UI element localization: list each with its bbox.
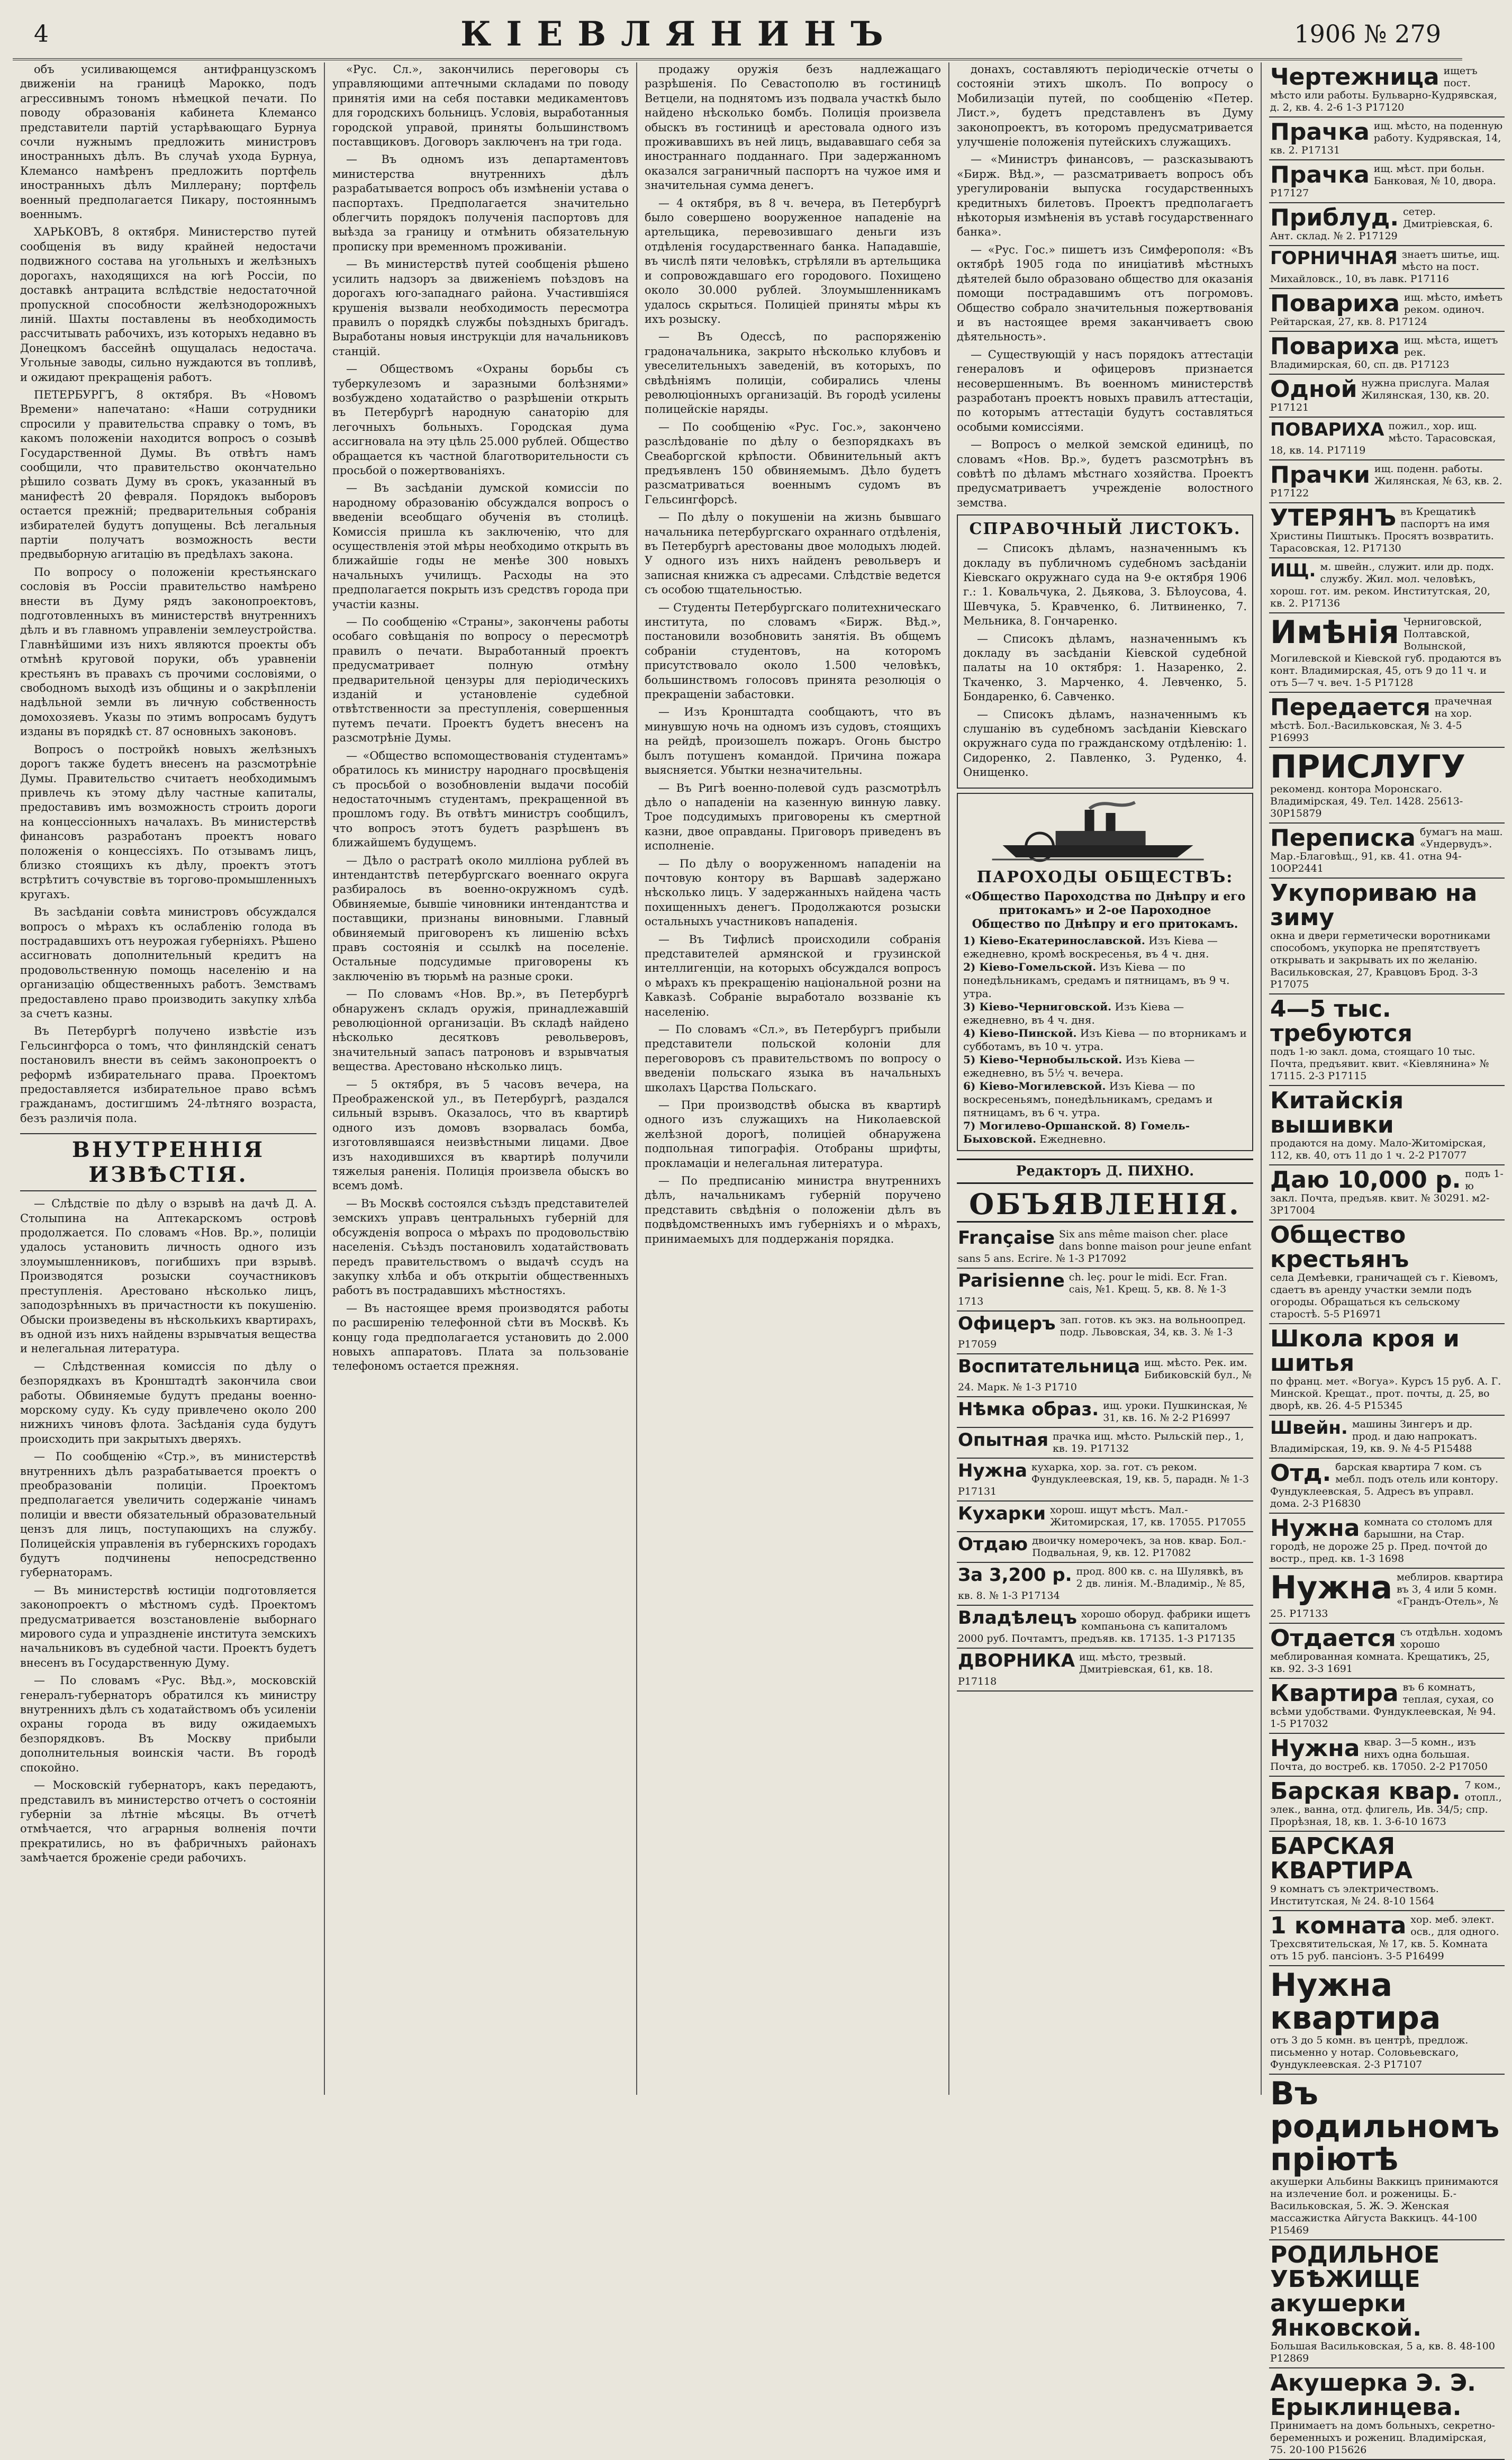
ad-headword: Владѣлецъ <box>958 1607 1077 1629</box>
classified-ad <box>957 1269 1253 1312</box>
classified-ad <box>1269 62 1505 117</box>
masthead <box>13 10 1462 60</box>
classified-ad <box>1269 1679 1505 1734</box>
article-paragraph: — 4 октября, въ 8 ч. вечера, въ Петербургѣ было совершено вооруженное нападеніе на артельщика, перевозившаго деньги изъ отдѣленія государственнаго банка. Нападавшіе, въ числѣ пяти человѣкъ, стрѣляли въ артельщика и сопровождавшаго его городового. Похищено около 30.000 рублей. Злоумышленникамъ удалось скрыться. Полиціей приняты мѣры къ ихъ розыску. <box>645 196 941 325</box>
route-entry <box>963 1053 1247 1080</box>
ad-text: по франц. мет. «Вогуа». Курсъ 15 руб. А. Г. Минской. Крещат., прот. почты, д. 25, во дворѣ, кв. 26. 4-5 P15345 <box>1270 1376 1501 1412</box>
route-name: 7) Могилево-Оршанской. 8) Гомель-Быховской. <box>963 1119 1190 1145</box>
ad-text: комната со столомъ для барышни, на Стар. городѣ, не дороже 25 р. Пред. почтой до востр., пред. кв. 1-3 1698 <box>1270 1516 1493 1564</box>
ad-text: м. швейн., служит. или др. подх. службу. Жил. мол. человѣкъ, хорош. гот. им. реком. Институтская, 20, кв. 2. P17136 <box>1270 561 1494 609</box>
article-paragraph: — Слѣдственная комиссія по дѣлу о безпорядкахъ въ Кронштадтѣ закончила свои работы. Обвиняемые будутъ преданы военно-морскому суду. Къ суду привлечено около 200 нижнихъ чиновъ флота. Засѣданія суда будутъ происходить при закрытыхъ дверяхъ. <box>20 1360 316 1445</box>
classified-ad <box>1269 289 1505 332</box>
article-paragraph: Въ засѣданіи совѣта министровъ обсуждался вопросъ о мѣрахъ къ ослабленію голода въ пострадавшихъ отъ неурожая губерніяхъ. Рѣшено ассигновать дополнительный кредитъ на продовольственную помощь населенію и на организацію общественныхъ работъ. Земствамъ предоставлено право производить закупку хлѣба за счетъ казны. <box>20 906 316 1020</box>
classified-ad <box>1269 994 1505 1086</box>
ad-headword: Акушерка Э. Э. Ерыклинцева. <box>1270 2369 1476 2421</box>
classified-ad <box>1269 824 1505 879</box>
classified-ad <box>1269 1165 1505 1220</box>
route-entry <box>963 1000 1247 1027</box>
ad-text: зап. готов. къ экз. на вольноопред. подр. Львовская, 34, кв. 3. № 1-3 P17059 <box>958 1314 1246 1350</box>
article-paragraph: — Въ Одессѣ, по распоряженію градоначальника, закрыто нѣсколько клубовъ и увеселительныхъ заведеній, въ которыхъ, по свѣдѣніямъ полиціи, собирались члены революціонныхъ организацій. Въ городѣ усилены полицейскіе наряды. <box>645 330 941 416</box>
issue-number: 1906 № 279 <box>1294 20 1441 48</box>
page-number: 4 <box>34 20 49 48</box>
ad-text: села Демѣевки, граничащей съ г. Кіевомъ, сдаетъ въ аренду участки земли подъ огороды. Обращаться къ сельскому старостѣ. 5-5 P16971 <box>1270 1272 1498 1320</box>
ad-headword: Отд. <box>1270 1460 1332 1487</box>
classified-ad <box>1269 332 1505 375</box>
ad-text: ищ. поденн. работы. Жилянская, № 63, кв. 2. P17122 <box>1270 463 1502 499</box>
column-3 <box>637 62 949 2095</box>
ad-headword: Нужна <box>1270 1515 1360 1542</box>
ad-text: 7 ком., отопл., элек., ванна, отд. флигель, Ив. 34/5; спр. Прорѣзная, 18, кв. 1. 3-6-10 1673 <box>1270 1779 1502 1828</box>
ad-headword: Нѣмка образ. <box>958 1398 1099 1420</box>
ad-headword: Parisienne <box>958 1270 1065 1291</box>
ad-text: прод. 800 кв. с. на Шулявкѣ, въ 2 дв. линія. М.-Владимір., № 85, кв. 8. № 1-3 P17134 <box>958 1565 1245 1602</box>
ad-headword: Барская квар. <box>1270 1778 1461 1805</box>
route-name: 6) Кіево-Могилевской. <box>963 1079 1106 1092</box>
article-paragraph: — По сообщенію «Страны», закончены работы особаго совѣщанія по вопросу о пересмотрѣ правилъ о печати. Выработанный проектъ предусматривает полную отмѣну предварительной цензуры для періодическихъ изданій и установленіе судебной отвѣтственности за преступленія, совершенныя путемъ печати. Проектъ будетъ внесенъ на разсмотрѣніе Думы. <box>332 616 629 745</box>
classified-ad <box>957 1312 1253 1354</box>
ad-headword: Прачки <box>1270 462 1370 489</box>
classified-ad <box>1269 2240 1505 2368</box>
article-paragraph: — Въ Москвѣ состоялся съѣздъ представителей земскихъ управъ центральныхъ губерній для обсужденія вопроса о мѣрахъ по продовольствію населенія. Съѣздъ постановилъ ходатайствовать передъ правительствомъ о выдачѣ ссудъ на закупку хлѣба и объ открытіи общественныхъ работъ въ пострадавшихъ мѣстностяхъ. <box>332 1197 629 1297</box>
ad-headword: Отдаю <box>958 1533 1028 1555</box>
classified-ad <box>957 1563 1253 1606</box>
ad-text: ищ. мѣста, ищетъ рек. Владимирская, 60, сп. дв. P17123 <box>1270 334 1498 370</box>
article-paragraph: объ усиливающемся антифранцузскомъ движеніи на границѣ Марокко, подъ агрессивнымъ тономъ нѣмецкой печати. По поводу образованія кабинета Клемансо представители партій устарѣвающаго Бурнуа сочли нужнымъ предложить министровъ иностранныхъ дѣлъ. Въ случаѣ ухода Бурнуа, Клемансо намѣренъ предложить портфель иностранныхъ дѣлъ Миллерану; портфель военный предполагается Пикару, постояннымъ военнымъ. <box>20 63 316 221</box>
article-paragraph: — По словамъ «Нов. Вр.», въ Петербургѣ обнаруженъ складъ оружія, принадлежавшій революціонной организаціи. Въ складѣ найдено нѣсколько десятковъ револьверовъ, значительный запасъ патроновъ и взрывчатыя вещества. Арестовано нѣсколько лицъ. <box>332 988 629 1073</box>
column-2 <box>325 62 637 2095</box>
ad-headword: Швейн. <box>1270 1417 1348 1439</box>
article-paragraph: — Въ одномъ изъ департаментовъ министерства внутреннихъ дѣлъ разрабатывается вопросъ объ измѣненіи устава о паспортахъ. Предполагается значительно облегчить порядокъ полученія паспортовъ для выѣзда за границу и отмѣнить обязательную прописку при временномъ проживаніи. <box>332 153 629 253</box>
classified-ad <box>957 1397 1253 1428</box>
classified-ad <box>1269 418 1505 460</box>
ad-headword: Française <box>958 1227 1055 1249</box>
steamship-icon <box>963 800 1233 864</box>
classified-ad <box>1269 1220 1505 1324</box>
classified-ad <box>1269 613 1505 693</box>
ad-headword: 1 комната <box>1270 1912 1407 1939</box>
classified-ad <box>957 1606 1253 1649</box>
column-5-classifieds <box>1262 62 1512 2456</box>
route-name: 1) Кіево-Екатеринославской. <box>963 934 1145 947</box>
column-1 <box>13 62 325 2095</box>
route-entry <box>963 1080 1247 1119</box>
ad-text: ищ. мѣсто, имѣетъ реком. одиноч. Рейтарская, 27, кв. 8. P17124 <box>1270 292 1503 328</box>
ad-headword: Квартира <box>1270 1680 1399 1707</box>
article-paragraph: ПЕТЕРБУРГЪ, 8 октября. Въ «Новомъ Времени» напечатано: «Наши сотрудники спросили у правительства справку о томъ, въ какомъ положеніи находится вопросъ о созывѣ Государственной Думы. Въ отвѣтъ намъ сообщили, что правительство окончательно рѣшило созвать Думу въ срокъ, указанный въ манифестѣ 20 февраля. Порядокъ выборовъ остается прежній; предварительныя собранія избирателей будутъ допущены. Всѣ легальныя партіи получатъ возможность вести предвыборную агитацію въ предѣлахъ закона. <box>20 388 316 561</box>
ad-headword: Передается <box>1270 694 1430 721</box>
route-detail: Изъ Кіева — по вторникамъ и субботамъ, въ 10 ч. утра. <box>963 1026 1247 1053</box>
ad-headword: Имѣнія <box>1270 614 1399 651</box>
article-paragraph: — «Рус. Гос.» пишетъ изъ Симферополя: «Въ октябрѣ 1905 года по иниціативѣ мѣстныхъ дѣятелей было образовано общество для оказанія помощи пострадавшимъ отъ погромовъ. Общество собрало значительныя пожертвованія и въ настоящее время заканчиваетъ свою дѣятельность». <box>957 243 1253 343</box>
ad-headword: Приблуд. <box>1270 204 1399 231</box>
ad-headword: Одной <box>1270 376 1357 403</box>
ad-headword: Нужна квартира <box>1270 1967 1441 2037</box>
ad-text: продаются на дому. Мало-Житомірская, 112, кв. 40, отъ 11 до 1 ч. 2-2 P17077 <box>1270 1137 1486 1161</box>
reference-paragraph: — Списокъ дѣламъ, назначеннымъ къ докладу въ публичномъ судебномъ засѣданіи Кіевскаго окружнаго суда на 9-е октября 1906 г.: 1. Ковальчука, 2. Дьякова, 3. Бѣлоусова, 4. Шевчука, 5. Кравченко, 6. Литвиненко, 7. Мельника, 8. Гончаренко. <box>963 542 1247 628</box>
article-paragraph: — Обществомъ «Охраны борьбы съ туберкулезомъ и заразными болѣзнями» возбуждено ходатайство о разрѣшеніи открыть въ Петербургѣ народную санаторію для легочныхъ больныхъ. Городская дума ассигновала на эту цѣль 25.000 рублей. Общество обращается къ частной благотворительности съ просьбой о пожертвованіяхъ. <box>332 363 629 477</box>
article-paragraph: — Въ министерствѣ путей сообщенія рѣшено усилить надзоръ за движеніемъ поѣздовъ на дорогахъ юго-западнаго района. Участившіяся крушенія вызвали необходимость пересмотра правилъ о порядкѣ службы поѣздныхъ бригадъ. Выработаны новыя инструкціи для начальниковъ станцій. <box>332 258 629 358</box>
article-paragraph: — По дѣлу о вооруженномъ нападеніи на почтовую контору въ Варшавѣ задержано нѣсколько лицъ. У задержанныхъ найдена часть похищенныхъ денегъ. Продолжаются розыски остальныхъ участниковъ нападенія. <box>645 857 941 928</box>
ad-text: двоичку номерочекъ, за нов. квар. Бол.-Подвальная, 9, кв. 12. P17082 <box>1032 1534 1246 1559</box>
classified-ad <box>957 1532 1253 1563</box>
ad-text: бумагъ на маш. «Ундервудъ». Мар.-Благовѣщ., 91, кв. 41. отна 94-10OP2441 <box>1270 826 1503 874</box>
article-paragraph: — Въ настоящее время производятся работы по расширенію телефонной сѣти въ Москвѣ. Къ концу года предполагается установить до 2.000 новыхъ аппаратовъ. Плата за пользованіе телефономъ остается прежняя. <box>332 1301 629 1373</box>
reference-sheet-title: СПРАВОЧНЫЙ ЛИСТОКЪ. <box>969 520 1241 539</box>
ad-text: рекоменд. контора Моронскаго. Владимірская, 49. Тел. 1428. 25613-30P15879 <box>1270 783 1463 819</box>
classified-ad <box>957 1226 1253 1269</box>
ad-text: хорошо оборуд. фабрики ищетъ компаньона съ капиталомъ 2000 руб. Почтамтъ, предъяв. кв. 17135. 1-3 P17135 <box>958 1608 1251 1644</box>
column-4 <box>949 62 1262 2095</box>
reference-sheet-box <box>957 514 1253 789</box>
columns <box>13 62 1504 2456</box>
ad-headword: Нужна <box>958 1460 1027 1481</box>
article-paragraph: — Въ Ригѣ военно-полевой судъ разсмотрѣлъ дѣло о нападеніи на казенную винную лавку. Трое подсудимыхъ приговорены къ смертной казни, двое оправданы. Приговоръ приведенъ въ исполненіе. <box>645 781 941 853</box>
ad-text: 9 комнатъ съ электричествомъ. Институтская, № 24. 8-10 1564 <box>1270 1883 1439 1907</box>
ad-headword: РОДИЛЬНОЕ УБѢЖИЩЕ акушерки Янковской. <box>1270 2241 1440 2341</box>
classified-ad <box>1269 1514 1505 1569</box>
ad-text: кухарка, хор. за. гот. съ реком. Фундуклеевская, 19, кв. 5, парадн. № 1-3 P17131 <box>958 1461 1250 1497</box>
ad-text: машины Зингеръ и др. прод. и даю напрокатъ. Владимірская, 19, кв. 9. № 4-5 P15488 <box>1270 1418 1478 1454</box>
classified-ad <box>957 1502 1253 1532</box>
article-paragraph: — Дѣло о растратѣ около милліона рублей въ интендантствѣ петербургскаго военнаго округа разбиралось въ военно-окружномъ судѣ. Обвиняемые, бывшіе чиновники интендантства и поставщики, признаны виновными. Главный обвиняемый приговоренъ къ лишенію всѣхъ правъ состоянія и ссылкѣ на поселеніе. Остальные подсудимые приговорены къ заключенію въ тюрьмѣ на разные сроки. <box>332 854 629 983</box>
ad-headword: Прачка <box>1270 119 1370 146</box>
route-entry <box>963 961 1247 1000</box>
classified-ad <box>1269 879 1505 994</box>
classified-ad <box>1269 1777 1505 1832</box>
classified-ad <box>1269 246 1505 289</box>
ad-headword: Опытная <box>958 1429 1049 1451</box>
classified-ad <box>957 1354 1253 1397</box>
classified-ad <box>1269 2075 1505 2240</box>
classified-ad <box>1269 558 1505 613</box>
ad-text: Большая Васильковская, 5 а, кв. 8. 48-100 P12869 <box>1270 2340 1495 2364</box>
article-paragraph: — При производствѣ обыска въ квартирѣ одного изъ служащихъ на Николаевской желѣзной дорогѣ, полиціей обнаружена подпольная типографія. Отобраны шрифты, прокламаціи и нелегальная литература. <box>645 1099 941 1170</box>
ad-text: нужна прислуга. Малая Жилянская, 130, кв. 20. P17121 <box>1270 377 1490 413</box>
ad-text: Принимаетъ на домъ больныхъ, секретно-беременныхъ и рожениц. Владимірская, 75. 20-100 P15626 <box>1270 2420 1495 2456</box>
ad-headword: Общество крестьянъ <box>1270 1222 1409 1273</box>
classified-ad <box>1269 375 1505 418</box>
classified-ad <box>1269 1966 1505 2075</box>
route-entry <box>963 1119 1247 1146</box>
ad-headword: Укупориваю на зиму <box>1270 880 1478 931</box>
article-paragraph: ХАРЬКОВЪ, 8 октября. Министерство путей сообщенія въ виду крайней недостачи подвижного состава на угольныхъ и желѣзныхъ дорогахъ, находящихся на югѣ Россіи, по доставкѣ антрацита вслѣдствіе недостаточной пропускной способности желѣзнодорожныхъ линій. Шахты поставлены въ необходимость рассчитывать рабочихъ, изъ которыхъ недавно въ Донецкомъ бассейнѣ ощущалась недостача. Угольные заводы, сильно нуждаются въ топливѣ, и ожидают прекращенія работъ. <box>20 225 316 384</box>
article-paragraph: — По словамъ «Сл.», въ Петербургъ прибыли представители польской колоніи для переговоровъ съ правительствомъ по вопросу о введеніи польскаго языка въ начальныхъ школахъ Царства Польскаго. <box>645 1023 941 1094</box>
ad-headword: Офицеръ <box>958 1313 1056 1334</box>
ad-text: подъ 1-ю закл. дома, стоящаго 10 тыс. Почта, предъявит. квит. «Кіевлянина» № 17115. 2-3 P17115 <box>1270 1046 1489 1082</box>
ad-text: отъ 3 до 5 комн. въ центрѣ, предлож. письменно у нотар. Соловьевскаго, Фундуклеевская. 2-3 P17107 <box>1270 2034 1469 2070</box>
ad-headword: УТЕРЯНЪ <box>1270 504 1397 531</box>
ad-text: прачка ищ. мѣсто. Рыльскій пер., 1, кв. 19. P17132 <box>1053 1430 1244 1454</box>
classified-ad <box>1269 203 1505 246</box>
classified-ad <box>1269 503 1505 558</box>
ad-headword: Нужна <box>1270 1569 1392 1606</box>
route-name: 3) Кіево-Черниговской. <box>963 1000 1112 1013</box>
ad-text: ищ. мѣсто. Рек. им. Бибиковскій бул., № 24. Марк. № 1-3 P1710 <box>958 1356 1252 1393</box>
article-paragraph: — Въ Тифлисѣ происходили собранія представителей армянской и грузинской интеллигенціи, на которыхъ обсуждался вопросъ о мѣрахъ къ прекращенію національной розни на Кавказѣ. Собраніе выработало воззваніе къ населенію. <box>645 933 941 1018</box>
ad-text: меблиров. квартира въ 3, 4 или 5 комн. «Грандъ-Отель», № 25. P17133 <box>1270 1571 1504 1620</box>
route-detail: Изъ Кіева — ежедневно, въ 5½ ч. вечера. <box>963 1053 1195 1079</box>
article-paragraph: — Студенты Петербургскаго политехническаго института, по словамъ «Бирж. Вѣд.», постановили возобновить занятія. Въ общемъ собраніи студентовъ, на которомъ присутствовало около 1.500 человѣкъ, большинствомъ голосовъ принята резолюція о прекращеніи забастовки. <box>645 601 941 701</box>
classified-ad <box>1269 160 1505 203</box>
ad-text: ищ. мѣсто, трезвый. Дмитріевская, 61, кв. 18. P17118 <box>958 1651 1213 1687</box>
article-paragraph: — Московскій губернаторъ, какъ передаютъ, представилъ въ министерство отчетъ о состояніи губерніи за лѣтніе мѣсяцы. Въ отчетѣ отмѣчается, что аграрныя волненія почти прекратились, но въ фабричныхъ районахъ замѣчается броженіе среди рабочихъ. <box>20 1779 316 1865</box>
ad-text: ищ. мѣст. при больн. Банковая, № 10, двора. P17127 <box>1270 163 1496 199</box>
ad-headword: Въ родильномъ пріютѣ <box>1270 2075 1500 2178</box>
article-paragraph: — Вопросъ о мелкой земской единицѣ, по словамъ «Нов. Вр.», будетъ разсмотрѣнъ въ совѣтѣ по дѣламъ мѣстнаго хозяйства. Проектъ предусматриваетъ учрежденіе волостного земства. <box>957 438 1253 509</box>
ad-text: Six ans même maison cher. place dans bonne maison pour jeune enfant sans 5 ans. Ecrire. № 1-3 P17092 <box>958 1228 1252 1264</box>
ad-text: пожил., хор. ищ. мѣсто. Тарасовская, 18, кв. 14. P17119 <box>1270 420 1496 456</box>
classified-ad <box>1269 1734 1505 1777</box>
ad-headword: БАРСКАЯ КВАРТИРА <box>1270 1833 1413 1884</box>
article-paragraph: По вопросу о положеніи крестьянскаго сословія въ Россіи правительство намѣрено внести въ Думу рядъ законопроектовъ, подготовленныхъ въ министерствѣ внутреннихъ дѣлъ и въ главномъ управленіи землеустройства. Главнѣйшими изъ нихъ являются проекты объ отмѣнѣ круговой поруки, объ уравненіи крестьянъ въ правахъ съ прочими сословіями, о свободномъ выходѣ изъ общины и о закрѣпленіи надѣльной земли въ личную собственность домохозяевъ. Указы по этимъ вопросамъ будутъ изданы въ порядкѣ ст. 87 основныхъ законовъ. <box>20 565 316 738</box>
ad-headword: Повариха <box>1270 290 1400 317</box>
ad-headword: Переписка <box>1270 825 1416 852</box>
article-paragraph: — 5 октября, въ 5 часовъ вечера, на Преображенской ул., въ Петербургѣ, раздался сильный взрывъ. Оказалось, что въ квартирѣ одного изъ домовъ взорвалась бомба, изготовлявшаяся неизвѣстными лицами. Двое изъ находившихся въ квартирѣ получили тяжелыя раненія. Полиція произвела обыскъ во всемъ домѣ. <box>332 1078 629 1192</box>
ad-text: окна и двери герметически воротниками способомъ, укупорка не препятствуетъ открывать и закрывать их по желанію. Васильковская, 27, Кравцовъ Брод. 3-3 P17075 <box>1270 930 1491 990</box>
classified-ad <box>1269 1624 1505 1679</box>
ads-title: ОБЪЯВЛЕНІЯ. <box>957 1187 1253 1223</box>
article-paragraph: — По сообщенію «Стр.», въ министерствѣ внутреннихъ дѣлъ разрабатывается проектъ о преобразованіи полиціи. Проектомъ предполагается увеличить содержаніе чинамъ полиціи и ввести обязательный образовательный цензъ для лицъ, поступающихъ на службу. Полицейскія управленія въ губернскихъ городахъ будутъ подчинены непосредственно губернаторамъ. <box>20 1450 316 1579</box>
article-paragraph: — По сообщенію «Рус. Гос.», закончено разслѣдованіе по дѣлу о безпорядкахъ въ Свеаборгской крѣпости. Обвинительный актъ предъявленъ 150 обвиняемымъ. Дѣло будетъ разсматриваться военнымъ судомъ въ Гельсингфорсѣ. <box>645 420 941 506</box>
ad-text: Черниговской, Полтавской, Волынской, Могилевской и Кіевской губ. продаются въ конт. Владимирская, 45, отъ 9 до 11 ч. и отъ 5—7 ч. веч. 1-5 P17128 <box>1270 616 1501 689</box>
ad-text: хорош. ищут мѣстъ. Мал.-Житомирская, 17, кв. 17055. P17055 <box>1050 1504 1246 1528</box>
route-detail: Изъ Кіева — по воскресеньямъ, понедѣльникамъ, средамъ и пятницамъ, въ 6 ч. утра. <box>963 1079 1213 1119</box>
ad-text: хор. меб. элект. осв., для одного. Трехсвятительская, № 17, кв. 5. Комната отъ 15 руб. пансіонъ. 3-5 P16499 <box>1270 1914 1499 1962</box>
article-paragraph: Въ Петербургѣ получено извѣстіе изъ Гельсингфорса о томъ, что финляндскій сенатъ постановилъ внести въ сеймъ законопроектъ о реформѣ избирательнаго права. Проектомъ предоставляется избирательное право всѣмъ гражданамъ, достигшимъ 24-лѣтняго возраста, безъ различія пола. <box>20 1025 316 1125</box>
classified-ad <box>957 1428 1253 1459</box>
classified-ad <box>1269 1324 1505 1416</box>
route-detail: Ежедневно. <box>1039 1132 1106 1145</box>
classified-ad <box>1269 748 1505 824</box>
classified-ad <box>1269 1569 1505 1624</box>
classified-ad <box>1269 1832 1505 1911</box>
ad-text: подъ 1-ю закл. Почта, предъяв. квит. № 30291. м2-3P17004 <box>1270 1168 1504 1216</box>
route-name: 2) Кіево-Гомельской. <box>963 960 1097 973</box>
article-paragraph: — «Общество вспомоществованія студентамъ» обратилось къ министру народнаго просвѣщенія съ просьбой о возобновленіи выдачи пособій недостаточнымъ студентамъ, прекращенной въ прошломъ году. Въ отвѣтъ министръ сообщилъ, что вопросъ этотъ будетъ разрѣшенъ въ ближайшемъ будущемъ. <box>332 749 629 849</box>
ad-text: ch. leç. pour le midi. Ecr. Fran. cais, №1. Крещ. 5, кв. 8. № 1-3 1713 <box>958 1271 1227 1307</box>
reference-paragraph: — Списокъ дѣламъ, назначеннымъ къ слушанію въ судебномъ засѣданіи Кіевскаго окружнаго суда по гражданскому отдѣленію: 1. Сидоренко, 2. Павленко, 3. Руденко, 4. Онищенко. <box>963 708 1247 779</box>
article-paragraph: — По дѣлу о покушеніи на жизнь бывшаго начальника петербургскаго охраннаго отдѣленія, въ Петербургѣ арестованы двое молодыхъ людей. У одного изъ нихъ найденъ револьверъ и записная книжка съ адресами. Слѣдствіе ведется съ особою тщательностью. <box>645 511 941 596</box>
ad-headword: Даю 10,000 р. <box>1270 1166 1461 1193</box>
ad-text: ищ. мѣсто, на поденную работу. Кудрявская, 14, кв. 2. P17131 <box>1270 120 1503 156</box>
route-detail: Изъ Кіева — ежедневно, въ 4 ч. дня. <box>963 1000 1184 1026</box>
ad-text: ищетъ пост. мѣсто или работы. Бульварно-Кудрявская, д. 2, кв. 4. 2-6 1-3 P17120 <box>1270 65 1497 113</box>
article-paragraph: «Рус. Сл.», закончились переговоры съ управляющими аптечными складами по поводу принятія ими на себя поставки медикаментовъ для городскихъ больницъ. Условія, выработанныя городской управой, приняты большинствомъ поставщиковъ. Договоръ заключенъ на три года. <box>332 63 629 149</box>
ad-text: квар. 3—5 комн., изъ нихъ одна большая. Почта, до востреб. кв. 17050. 2-2 P17050 <box>1270 1737 1488 1772</box>
classified-ad <box>1269 1416 1505 1459</box>
article-paragraph: — По словамъ «Рус. Вѣд.», московскій генералъ-губернаторъ обратился къ министру внутреннихъ дѣлъ съ ходатайствомъ объ усиленіи охраны города въ виду ожидаемыхъ безпорядковъ. Въ Москву прибыли дополнительныя воинскія части. Въ городѣ спокойно. <box>20 1674 316 1774</box>
route-name: 4) Кіево-Пинской. <box>963 1026 1077 1039</box>
ad-headword: ИЩ. <box>1270 560 1316 581</box>
section-title-internal-news: ВНУТРЕННІЯ ИЗВѢСТІЯ. <box>20 1133 316 1191</box>
article-paragraph: — Изъ Кронштадта сообщаютъ, что въ минувшую ночь на одномъ изъ судовъ, стоящихъ на рейдѣ, произошелъ пожаръ. Огонь быстро былъ потушенъ командой. Причина пожара выясняется. Убытки незначительны. <box>645 706 941 777</box>
reference-paragraph: — Списокъ дѣламъ, назначеннымъ къ докладу въ засѣданіи Кіевской судебной палаты на 10 октября: 1. Назаренко, 2. Ткаченко, 3. Марченко, 4. Левченко, 5. Бондаренко, 6. Савченко. <box>963 632 1247 703</box>
ad-headword: ПОВАРИХА <box>1270 419 1384 440</box>
article-paragraph: донахъ, составляютъ періодическіе отчеты о состояніи этихъ школъ. По вопросу о Мобилизаціи путей, по сообщенію «Петер. Лист.», будетъ представленъ въ Думу законопроектъ, въ которомъ предусматривается улучшеніе положенія путейскихъ служащихъ. <box>957 63 1253 149</box>
article-paragraph: — По предписанію министра внутреннихъ дѣлъ, начальникамъ губерній поручено представить свѣдѣнія о положеніи дѣлъ въ подвѣдомственныхъ имъ губерніяхъ и о мѣрахъ, принимаемыхъ для поддержанія порядка. <box>645 1174 941 1245</box>
ad-headword: Нужна <box>1270 1735 1360 1762</box>
classified-ad <box>1269 1459 1505 1514</box>
classified-ad <box>1269 1086 1505 1165</box>
classified-ad <box>1269 1911 1505 1966</box>
article-paragraph: продажу оружія безъ надлежащаго разрѣшенія. По Севастополю въ гостиницѣ Ветцели, на поднятомъ изъ подвала участкѣ было найдено нѣсколько бомбъ. Полиція произвела обыскъ въ гостиницѣ и арестовала одного изъ проживавшихъ въ ней лицъ, выдававшаго себя за иностраннаго подданнаго. При задержанномъ оказался заграничный паспортъ на чужое имя и значительная сумма денегъ. <box>645 63 941 192</box>
ad-text: въ Крещатикѣ паспортъ на имя Христины Пиштыкъ. Просятъ возвратить. Тарасовская, 12. P17130 <box>1270 506 1494 554</box>
article-paragraph: — Слѣдствіе по дѣлу о взрывѣ на дачѣ Д. А. Столыпина на Аптекарскомъ островѣ продолжается. По словамъ «Нов. Вр.», полиціи удалось установить личность одного изъ злоумышленниковъ, погибшихъ при взрывѣ. Производятся розыски соучастниковъ преступленія. Арестовано нѣсколько лицъ, заподозрѣнныхъ въ причастности къ покушенію. Обыски произведены въ нѣсколькихъ квартирахъ, въ одной изъ нихъ найдены взрывчатыя вещества и нелегальная литература. <box>20 1197 316 1355</box>
route-detail: Изъ Кіева — по понедѣльникамъ, средамъ и пятницамъ, въ 9 ч. утра. <box>963 960 1230 1000</box>
route-name: 5) Кіево-Чернобыльской. <box>963 1053 1122 1066</box>
newspaper-title: КІЕВЛЯНИНЪ <box>460 14 898 54</box>
ad-headword: ПРИСЛУГУ <box>1270 748 1466 785</box>
route-entry <box>963 1027 1247 1053</box>
route-detail: Изъ Кіева — ежедневно, кромѣ воскресенья, въ 4 ч. дня. <box>963 934 1218 960</box>
ad-headword: ГОРНИЧНАЯ <box>1270 248 1398 269</box>
ad-text: сетер. Дмитріевская, 6. Ант. склад. № 2. P17129 <box>1270 206 1493 242</box>
ad-headword: Чертежница <box>1270 64 1439 91</box>
article-paragraph: Вопросъ о постройкѣ новыхъ желѣзныхъ дорогъ также будетъ внесенъ на разсмотрѣніе Думы. Правительство считаетъ необходимымъ привлечь къ этому дѣлу частные капиталы, предоставивъ имъ возможность строить дороги на концессіонныхъ началахъ. Въ министерствѣ финансовъ разработанъ проектъ новаго положенія о концессіяхъ. По отзывамъ лицъ, близко стоящихъ къ дѣлу, проектъ этотъ встрѣтитъ сочувствіе въ торгово-промышленныхъ кругахъ. <box>20 743 316 901</box>
ad-text: знаетъ шитье, ищ. мѣсто на пост. Михайловск., 10, въ лавк. P17116 <box>1270 249 1500 285</box>
ad-text: акушерки Альбины Ваккицъ принимаются на излечение бол. и роженицы. Б.-Васильковская, 5. Ж. Э. Женская массажистка Айгуста Ваккицъ. 44-100 P15469 <box>1270 2176 1499 2236</box>
ad-headword: Китайскія вышивки <box>1270 1087 1404 1138</box>
ad-text: ищ. уроки. Пушкинская, № 31, кв. 16. № 2-2 P16997 <box>1103 1399 1247 1424</box>
classified-ad <box>1269 693 1505 748</box>
classified-ad <box>957 1649 1253 1692</box>
article-paragraph: — Въ министерствѣ юстиціи подготовляется законопроектъ о мѣстномъ судѣ. Проектомъ предусматривается возстановленіе выборнаго мирового суда и упраздненіе института земскихъ начальниковъ въ судебной части. Проектъ будетъ внесенъ въ Государственную Думу. <box>20 1584 316 1669</box>
steamships-subtitle: «Общество Пароходства по Днѣпру и его притокамъ» и 2-ое Пароходное Общество по Днѣпру и его притокамъ. <box>964 889 1246 931</box>
ad-headword: Школа кроя и шитья <box>1270 1325 1460 1377</box>
ad-headword: За 3,200 р. <box>958 1564 1072 1586</box>
editor-line: Редакторъ Д. ПИХНО. <box>957 1159 1253 1184</box>
classified-ad <box>957 1459 1253 1502</box>
article-paragraph: — Въ засѣданіи думской комиссіи по народному образованію обсуждался вопросъ о введеніи всеобщаго обученія въ столицѣ. Комиссія пришла къ заключенію, что для осуществленія этой мѣры необходимо открыть въ ближайшіе годы не менѣе 300 новыхъ начальныхъ училищъ. Расходы на это предполагается покрыть изъ средствъ города при участіи казны. <box>332 482 629 611</box>
ad-text: барская квартира 7 ком. съ мебл. подъ отель или контору. Фундуклеевская, 5. Адресъ въ управл. дома. 2-3 P16830 <box>1270 1461 1499 1509</box>
article-paragraph: — «Министръ финансовъ, — разсказываютъ «Бирж. Вѣд.», — разсматриваетъ вопросъ объ урегулированіи выпуска государственныхъ кредитныхъ билетовъ. Проектъ предполагаетъ нѣкоторыя измѣненія въ уставѣ государственнаго банка». <box>957 153 1253 239</box>
steamships-box <box>957 793 1253 1151</box>
ad-headword: Повариха <box>1270 333 1400 360</box>
ad-text: съ отдѣльн. ходомъ хорошо меблированная комната. Крещатикъ, 25, кв. 92. 3-3 1691 <box>1270 1626 1503 1675</box>
ad-headword: 4—5 тыс. требуются <box>1270 996 1413 1047</box>
route-entry <box>963 934 1247 961</box>
classified-ad <box>1269 2368 1505 2460</box>
classified-ad <box>1269 117 1505 160</box>
ad-headword: ДВОРНИКА <box>958 1650 1075 1671</box>
ad-text: прачечная на хор. мѣстѣ. Бол.-Васильковская, № 3. 4-5 P16993 <box>1270 695 1492 744</box>
ad-text: въ 6 комнатъ, теплая, сухая, со всѣми удобствами. Фундуклеевская, № 94. 1-5 P17032 <box>1270 1681 1496 1730</box>
ad-headword: Воспитательница <box>958 1355 1140 1377</box>
ad-headword: Прачка <box>1270 161 1370 188</box>
ad-headword: Кухарки <box>958 1503 1046 1524</box>
ad-headword: Отдается <box>1270 1625 1396 1652</box>
article-paragraph: — Существующій у насъ порядокъ аттестаціи генераловъ и офицеровъ признается несовершеннымъ. Въ военномъ министерствѣ разработанъ проектъ новыхъ правилъ аттестаціи, по которымъ аттестаціи будутъ составляться особыми комиссіями. <box>957 348 1253 433</box>
steamships-title: ПАРОХОДЫ ОБЩЕСТВЪ: <box>976 867 1234 887</box>
classified-ad <box>1269 460 1505 503</box>
